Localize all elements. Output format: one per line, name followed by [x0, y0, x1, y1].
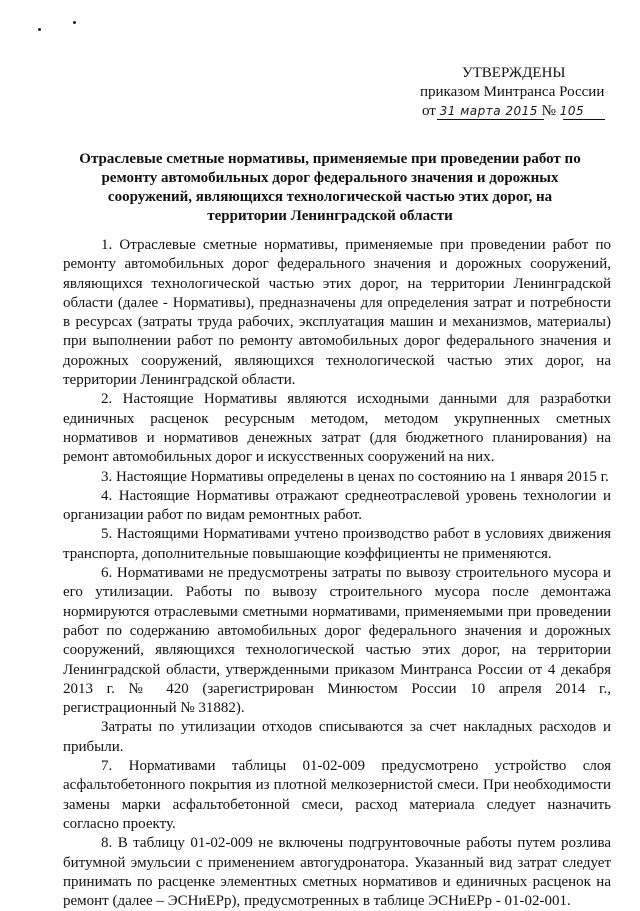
paragraph-6-note: Затраты по утилизации отходов списываются за счет накладных расходов и прибыли.	[63, 719, 611, 755]
handwritten-date: 31 марта 2015	[439, 104, 538, 118]
paragraph-7: 7. Нормативами таблицы 01-02-009 предусмотрено устройство слоя асфальтобетонного покрытия из плотной мелкозернистой смеси. При необходимости замены марки асфальтобетонной смеси, расход материала следует назначить согласно проекту.	[63, 758, 611, 832]
date-underline	[437, 119, 544, 120]
handwritten-number: 105	[559, 104, 585, 118]
approval-date-line	[420, 102, 620, 121]
paragraph-6: 6. Нормативами не предусмотрены затраты по вывозу строительного мусора и его утилизации. Работы по вывозу строительного мусора после демонтажа нормируются отраслевыми сметными нормативами, применяемыми при проведении работ по содержанию автомобильных дорог федерального значения и дорожных сооружений, являющихся технологической частью этих дорог, на территории Ленинградской области, утвержденными приказом Минтранса России от 4 декабря 2013 г. № 420 (зарегистрирован Минюстом России 10 апреля 2014 г., регистрационный № 31882).	[63, 565, 611, 717]
paragraph-3: 3. Настоящие Нормативы определены в ценах по состоянию на 1 января 2015 г.	[101, 468, 609, 485]
number-prefix: №	[541, 103, 556, 119]
document-body	[63, 236, 611, 911]
paragraph-8: 8. В таблицу 01-02-009 не включены подгрунтовочные работы путем розлива битумной эмульсии с применением автогудронатора. Указанный вид затрат следует принимать по расценке элементных сметных нормативов и единичных расценок на ремонт (далее – ЭСНиЕРр), предусмотренных в таблице ЭСНиЕРр - 01-02-001.	[63, 835, 611, 910]
scan-mark	[38, 28, 41, 31]
date-prefix: от	[422, 103, 436, 119]
approval-block	[420, 64, 620, 121]
scan-mark	[73, 21, 76, 24]
document-title: Отраслевые сметные нормативы, применяемые при проведении работ по ремонту автомобильных дорог федерального значения и дорожных сооружений, являющихся технологической частью этих дорог, на территории Ленинградской области	[79, 151, 581, 224]
approval-heading: УТВЕРЖДЕНЫ	[462, 65, 566, 81]
paragraph-4: 4. Настоящие Нормативы отражают среднеотраслевой уровень технологии и организации работ по видам ремонтных работ.	[63, 487, 611, 524]
paragraph-2: 2. Настоящие Нормативы являются исходными данными для разработки единичных расценок ресурсным методом, методом укрупненных сметных нормативов и нормативов денежных затрат (для бюджетного планирования) на ремонт автомобильных дорог и искусственных сооружений на них.	[63, 391, 611, 466]
paragraph-5: 5. Настоящими Нормативами учтено производство работ в условиях движения транспорта, дополнительные повышающие коэффициенты не применяются.	[63, 526, 611, 562]
number-underline	[563, 119, 605, 120]
paragraph-1: 1. Отраслевые сметные нормативы, применяемые при проведении работ по ремонту автомобильных дорог федерального значения и дорожных сооружений, являющихся технологической частью этих дорог, на территории Ленинградской области (далее - Нормативы), предназначены для определения затрат и потребности в ресурсах (затраты труда рабочих, эксплуатация машин и механизмов, материалы) при выполнении работ по ремонту автомобильных дорог федерального значения и дорожных сооружений, являющихся технологической частью этих дорог, на территории Ленинградской области.	[63, 237, 611, 389]
approval-order: приказом Минтранса России	[420, 84, 605, 100]
